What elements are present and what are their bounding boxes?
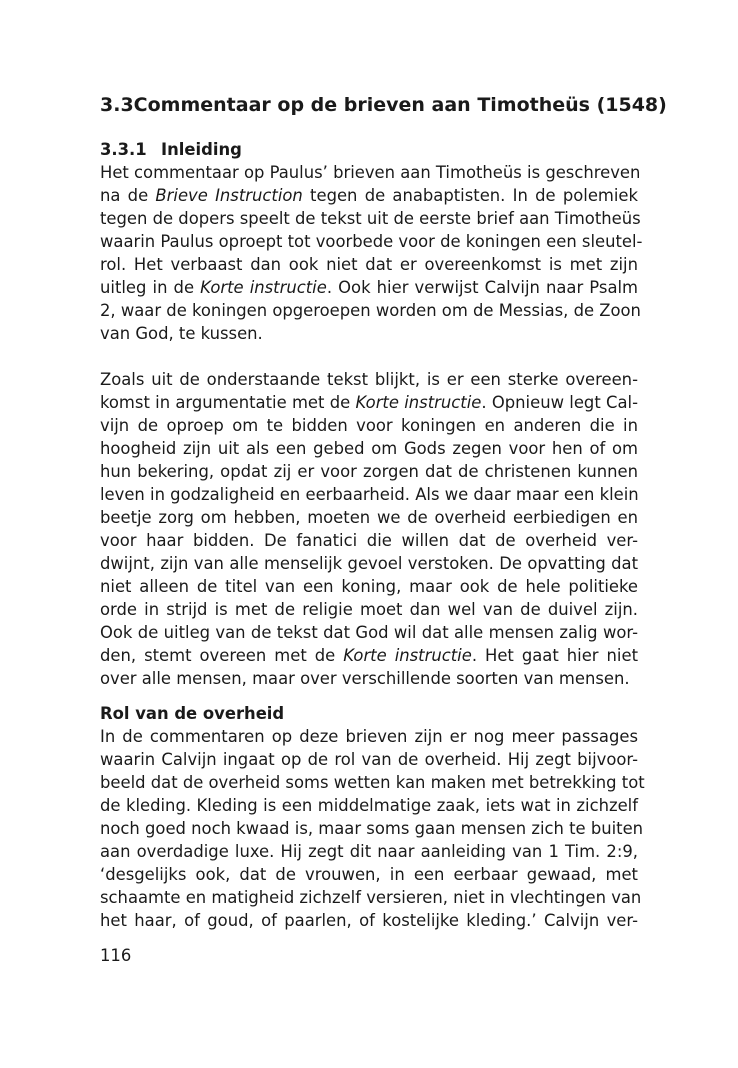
heading-role-of-government: Rol van de overheid: [100, 704, 285, 723]
text-line: [100, 794, 638, 817]
text-line: [100, 414, 638, 437]
text-segment: leven in godzaligheid en eerbaarheid. Als we daar maar een klein: [100, 485, 639, 504]
text-segment: waarin Calvijn ingaat op de rol van de overheid. Hij zegt bijvoor-: [100, 750, 638, 769]
paragraph-introduction: [100, 161, 643, 345]
text-line: [100, 506, 638, 529]
subsection-title: Inleiding: [161, 140, 242, 159]
italic-title: Korte instructie: [355, 393, 482, 412]
text-segment: na de: [100, 186, 156, 205]
text-segment: tegen de anabaptisten. In de polemiek: [302, 186, 639, 205]
text-segment: In de commentaren op deze brieven zijn er nog meer passages: [100, 727, 638, 746]
text-line: [100, 863, 638, 886]
paragraph-spacer: [100, 345, 638, 368]
text-line: [100, 391, 638, 414]
text-segment: beetje zorg om hebben, moeten we de overheid eerbiedigen en: [100, 508, 638, 527]
text-segment: hoogheid zijn uit als een gebed om Gods zegen voor hen of om: [100, 439, 638, 458]
subsection-number: 3.3.1: [100, 140, 147, 159]
subsection-heading: [100, 138, 638, 161]
text-line: [100, 529, 638, 552]
text-segment: vijn de oproep om te bidden voor koningen en anderen die in: [100, 416, 638, 435]
text-line: [100, 771, 645, 794]
text-line: [100, 322, 638, 345]
text-segment: uitleg in de: [100, 278, 201, 297]
text-line: [100, 667, 638, 690]
text-line: [100, 368, 638, 391]
italic-title: Brieve Instruction: [155, 186, 303, 205]
text-segment: . Opnieuw legt Cal-: [481, 393, 638, 412]
text-segment: ‘desgelijks ook, dat de vrouwen, in een eerbaar gewaad, met: [100, 865, 638, 884]
text-line: [100, 817, 644, 840]
text-line: [100, 575, 638, 598]
text-line: [100, 909, 638, 932]
text-segment: beeld dat de overheid soms wetten kan maken met betrekking tot: [100, 773, 645, 792]
text-segment: het haar, of goud, of paarlen, of kostelijke kleding.’ Calvijn ver-: [100, 911, 638, 930]
text-line: [100, 598, 638, 621]
text-segment: voor haar bidden. De fanatici die willen dat de overheid ver-: [100, 531, 638, 550]
text-line: [100, 886, 642, 909]
text-segment: hun bekering, opdat zij er voor zorgen dat de christenen kunnen: [100, 462, 638, 481]
text-line: [100, 840, 638, 863]
paragraph-argumentation: [100, 368, 638, 690]
text-line: [100, 253, 638, 276]
text-segment: dwijnt, zijn van alle menselijk gevoel verstoken. De opvatting dat: [100, 554, 638, 573]
text-segment: van God, te kussen.: [100, 324, 263, 343]
text-line: [100, 725, 638, 748]
text-segment: Het commentaar op Paulus’ brieven aan Timotheüs is geschreven: [100, 163, 641, 182]
text-line: [100, 184, 638, 207]
page-body: [100, 92, 667, 932]
text-segment: komst in argumentatie met de: [100, 393, 356, 412]
text-line: [100, 644, 638, 667]
italic-title: Korte instructie: [343, 646, 472, 665]
text-segment: de kleding. Kleding is een middelmatige zaak, iets wat in zichzelf: [100, 796, 638, 815]
text-line: [100, 483, 638, 506]
text-line: [100, 460, 638, 483]
paragraph-role-of-government: [100, 725, 645, 932]
text-segment: Ook de uitleg van de tekst dat God wil dat alle mensen zalig wor-: [100, 623, 638, 642]
text-line: [100, 161, 641, 184]
text-line: [100, 207, 641, 230]
text-segment: waarin Paulus oproept tot voorbede voor de koningen een sleutel-: [100, 232, 643, 251]
page-number: 116: [100, 946, 132, 965]
text-segment: aan overdadige luxe. Hij zegt dit naar aanleiding van 1 Tim. 2:9,: [100, 842, 638, 861]
text-segment: den, stemt overeen met de: [100, 646, 344, 665]
text-line: [100, 437, 638, 460]
text-line: [100, 276, 638, 299]
text-segment: over alle mensen, maar over verschillende soorten van mensen.: [100, 669, 630, 688]
section-title: Commentaar op de brieven aan Timotheüs (1548): [133, 94, 667, 116]
section-heading: [100, 92, 667, 118]
text-segment: noch goed noch kwaad is, maar soms gaan mensen zich te buiten: [100, 819, 644, 838]
text-line: [100, 748, 638, 771]
italic-title: Korte instructie: [200, 278, 327, 297]
text-line: [100, 621, 638, 644]
text-line: [100, 230, 643, 253]
text-segment: rol. Het verbaast dan ook niet dat er overeenkomst is met zijn: [100, 255, 638, 274]
text-segment: 2, waar de koningen opgeroepen worden om de Messias, de Zoon: [100, 301, 641, 320]
text-segment: . Ook hier verwijst Calvijn naar Psalm: [326, 278, 639, 297]
text-segment: schaamte en matigheid zichzelf versieren, niet in vlechtingen van: [100, 888, 642, 907]
text-segment: Zoals uit de onderstaande tekst blijkt, is er een sterke overeen-: [100, 370, 638, 389]
text-line: [100, 299, 641, 322]
text-segment: . Het gaat hier niet: [471, 646, 638, 665]
section-number: 3.3: [100, 94, 134, 116]
text-line: [100, 552, 638, 575]
text-segment: orde in strijd is met de religie moet dan wel van de duivel zijn.: [100, 600, 638, 619]
text-segment: niet alleen de titel van een koning, maar ook de hele politieke: [100, 577, 638, 596]
heading-spacer: [100, 690, 638, 702]
text-segment: tegen de dopers speelt de tekst uit de eerste brief aan Timotheüs: [100, 209, 641, 228]
